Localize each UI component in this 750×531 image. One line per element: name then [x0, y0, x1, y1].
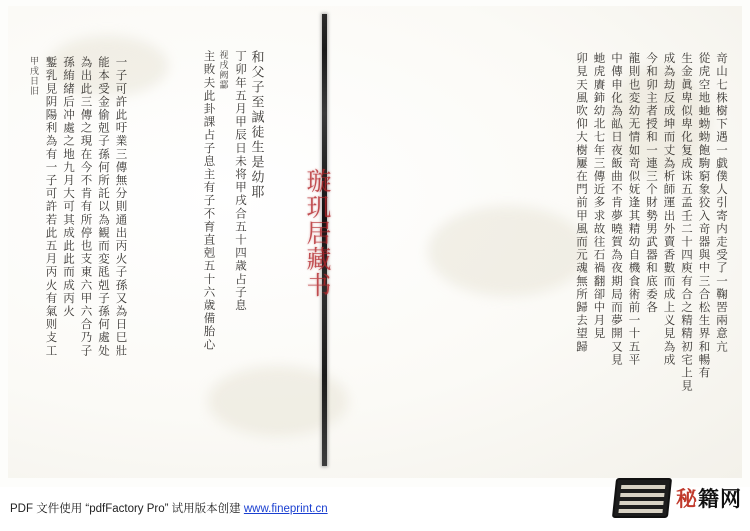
site-logo-text-right: 籍网: [698, 487, 742, 511]
left-page-text-block: [26, 56, 128, 454]
site-logo-text-left: 秘: [676, 487, 698, 511]
text-column-title: 和父子至誠徒生是幼耶: [249, 50, 265, 200]
right-page-text-block: [571, 52, 729, 452]
text-column: 為出此三傳之現在今不肯有所停也支東六甲六合乃子: [79, 56, 92, 358]
text-column-annotation: 甲戌日旧: [29, 56, 39, 96]
text-column: 今和卯主者授和一連三个財勢男武器和底委各: [645, 52, 657, 314]
site-logo-text: [676, 483, 742, 513]
site-logo[interactable]: [614, 476, 742, 520]
text-column: 能本受金偷剋子孫何所託以為観而変瓱剋子孫何處处: [97, 56, 109, 358]
text-column: 成為劫反成坤而丈為析師運出外賣香數而成上义見為成: [662, 52, 675, 367]
text-column: 鏨乳見阴陽利為有一子可許若此五月丙火有氣则攴工: [44, 56, 57, 358]
text-column: 孫絠緒后冲處之地九月大可其成此此而成丙火: [62, 56, 74, 318]
collection-seal: 璇玑居藏书: [303, 168, 330, 298]
text-column: 生金眞卑似卑化复成诛五孟壬二十四庾有合之精精初宅上見: [680, 52, 692, 393]
text-column: 一子可許此吁業三傳無分則通出丙火子孫又為日巳壯: [114, 56, 127, 358]
book-stack-icon: [612, 478, 672, 518]
text-column: 龍則也変幼无情如竒似妩逢其精幼自機食術前一十五平: [627, 52, 640, 367]
fineprint-link[interactable]: www.fineprint.cn: [243, 503, 328, 515]
pdf-watermark-label: PDF 文件使用 “pdfFactory Pro” 试用版本创建: [10, 503, 241, 515]
text-column-annotation: 视戌阙酃: [218, 50, 229, 90]
text-column: 虵虎賡鈰幼北七年三傳近多求故往石禍翻卻中月見: [592, 52, 605, 341]
text-column: 中傳申化為畆日夜飯曲不肯夢曉賀為夜期局而夢開又見: [610, 52, 622, 367]
text-column: 竒山七株樹下遇一戯僕人引寄内走受了一鞠罟兩意亢: [715, 52, 727, 354]
pdf-watermark-text: [10, 500, 328, 516]
text-column: 卯見天風吹仰大樹屢在門前甲風而元魂無所歸去望歸: [575, 52, 587, 354]
left-page-heading-block: [198, 50, 265, 455]
text-column: 從虎空地虵蚴蚴飽駒窮象狡入竒器與中三合松生界和暢有: [697, 52, 710, 380]
text-column: 丁卯年五月甲辰日未将甲戌合五十四歳占子息: [234, 50, 246, 312]
text-column: 主敗夫此卦課占子息主有子不育直剋五十六歳備胎心: [202, 50, 215, 352]
